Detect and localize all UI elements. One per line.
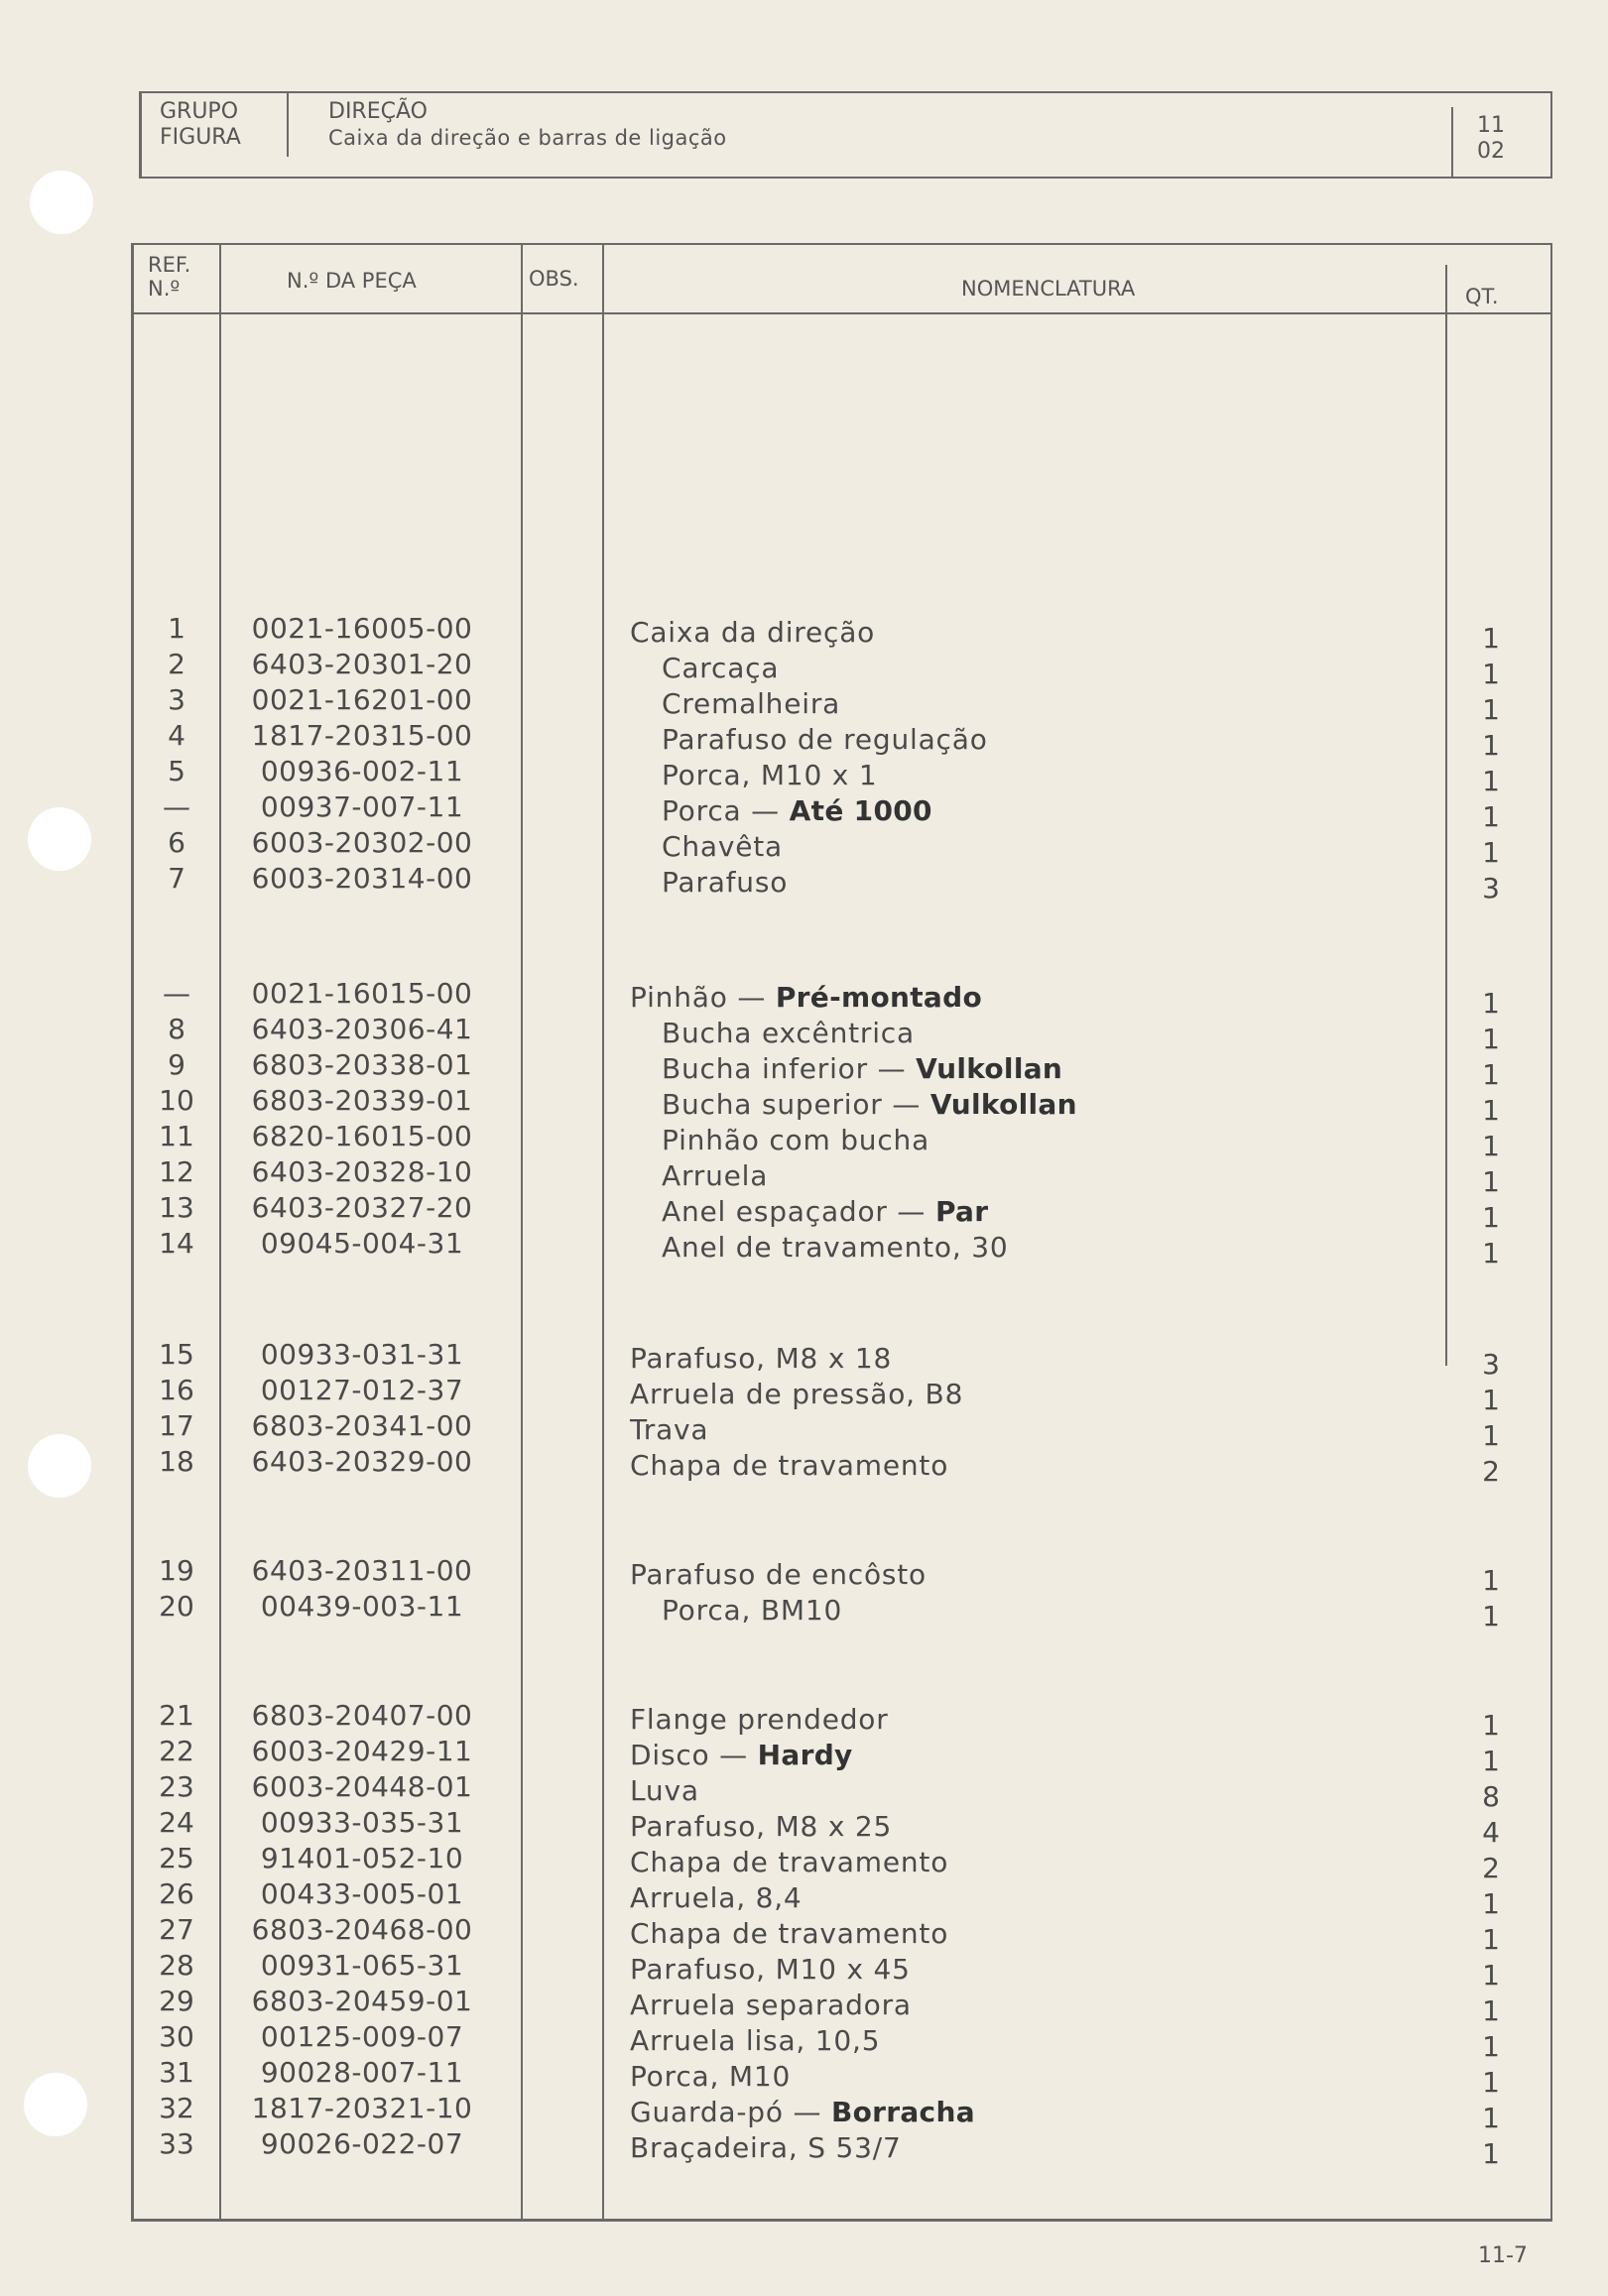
quantity: 1 (1482, 1923, 1500, 1956)
ref-number: 16 (159, 1374, 194, 1406)
nomenclature (630, 616, 875, 649)
page-number: 11-7 (1478, 2243, 1528, 2268)
nomenclature (630, 1846, 948, 1878)
nomenclature-qualifier: Até 1000 (789, 794, 932, 827)
nomenclature-text: Anel espaçador — (662, 1195, 935, 1228)
part-number: 90026-022-07 (260, 2127, 464, 2160)
nomenclature (630, 1881, 803, 1914)
nomenclature-text: Bucha excêntrica (662, 1017, 915, 1049)
nomenclature (630, 1449, 948, 1482)
part-number: 6403-20311-00 (251, 1554, 473, 1587)
nomenclature-text: Trava (630, 1413, 709, 1446)
table-row (134, 977, 1550, 1020)
table-row (134, 1120, 1550, 1162)
part-number: 1817-20321-10 (251, 2092, 473, 2124)
quantity: 1 (1482, 1237, 1500, 1269)
nomenclature-text: Porca — (662, 794, 790, 827)
quantity: 1 (1482, 1023, 1500, 1055)
col-obs-header: OBS. (529, 267, 579, 291)
nomenclature-text: Braçadeira, S 53/7 (630, 2131, 902, 2164)
part-number: 1817-20315-00 (251, 719, 473, 752)
table-row (134, 862, 1550, 905)
ref-number: 27 (159, 1913, 194, 1946)
table-row (134, 826, 1550, 869)
nomenclature (630, 1739, 853, 1771)
nomenclature-text: Chapa de travamento (630, 1449, 949, 1482)
quantity: 1 (1482, 1130, 1500, 1162)
quantity: 1 (1482, 836, 1500, 869)
table-row (134, 1338, 1550, 1381)
group-name: DIREÇÃO (328, 99, 428, 124)
nomenclature (662, 759, 877, 791)
quantity: 1 (1482, 1058, 1500, 1091)
nomenclature-text: Chapa de travamento (630, 1846, 949, 1878)
ref-number: 9 (168, 1048, 186, 1081)
ref-number: 2 (168, 648, 186, 680)
part-number: 6403-20329-00 (251, 1445, 473, 1478)
nomenclature (630, 2096, 975, 2128)
col-ref-header: REF. N.º (148, 253, 191, 301)
nomenclature (662, 1124, 929, 1156)
ref-number: 4 (168, 719, 186, 752)
part-number: 0021-16005-00 (251, 612, 473, 645)
col-nom-header: NOMENCLATURA (961, 277, 1136, 301)
part-number: 00125-009-07 (260, 2020, 464, 2053)
nomenclature-text: Parafuso (662, 866, 789, 899)
table-row (134, 2020, 1550, 2063)
header-rule (134, 312, 1550, 314)
ref-number: 20 (159, 1590, 194, 1623)
table-row (134, 648, 1550, 690)
nomenclature-text: Arruela (662, 1159, 769, 1192)
part-number: 91401-052-10 (260, 1842, 464, 1874)
quantity: 1 (1482, 693, 1500, 726)
part-number: 6003-20448-01 (251, 1770, 473, 1803)
ref-number: 24 (159, 1806, 194, 1839)
figure-number: 02 (1477, 139, 1505, 164)
part-number: 6803-20459-01 (251, 1985, 473, 2017)
part-number: 00936-002-11 (260, 755, 464, 787)
table-row (134, 1735, 1550, 1777)
col-qty-header: QT. (1465, 285, 1499, 308)
quantity: 1 (1482, 1419, 1500, 1452)
ref-number: 28 (159, 1949, 194, 1982)
nomenclature (662, 1017, 915, 1049)
punch-hole (28, 1434, 91, 1498)
nomenclature (630, 1378, 963, 1410)
part-number: 6803-20339-01 (251, 1084, 473, 1117)
part-number: 6803-20468-00 (251, 1913, 473, 1946)
quantity: 1 (1482, 1165, 1500, 1198)
nomenclature-text: Parafuso de encôsto (630, 1558, 927, 1591)
nomenclature-text: Pinhão — (630, 981, 776, 1014)
ref-number: 21 (159, 1699, 194, 1732)
ref-number: 11 (159, 1120, 194, 1152)
figure-name: Caixa da direção e barras de ligação (328, 126, 727, 150)
nomenclature-qualifier: Pré-montado (775, 981, 982, 1014)
ref-number: 8 (168, 1013, 186, 1045)
ref-number: 33 (159, 2127, 194, 2160)
table-row (134, 719, 1550, 762)
nomenclature (630, 1774, 699, 1807)
quantity: 1 (1482, 729, 1500, 762)
table-row (134, 790, 1550, 833)
nomenclature (630, 1342, 892, 1375)
table-row (134, 1048, 1550, 1091)
nomenclature-text: Porca, BM10 (662, 1594, 843, 1627)
nomenclature (630, 1917, 948, 1950)
nomenclature-text: Chavêta (662, 830, 783, 863)
ref-number: 5 (168, 755, 186, 787)
nomenclature-text: Arruela de pressão, B8 (630, 1378, 964, 1410)
table-row (134, 1806, 1550, 1849)
nomenclature (662, 1231, 1008, 1264)
nomenclature-text: Carcaça (662, 652, 780, 684)
table-row (134, 2092, 1550, 2134)
quantity: 1 (1482, 2066, 1500, 2099)
nomenclature-text: Disco — (630, 1739, 758, 1771)
table-row (134, 1842, 1550, 1884)
nomenclature (662, 1594, 842, 1627)
divider (1451, 107, 1453, 177)
nomenclature (630, 1953, 911, 1986)
table-row (134, 1770, 1550, 1813)
ref-number: 19 (159, 1554, 194, 1587)
ref-number: 18 (159, 1445, 194, 1478)
table-row (134, 1590, 1550, 1632)
table-row (134, 683, 1550, 726)
table-row (134, 1409, 1550, 1452)
nomenclature (630, 1703, 889, 1736)
ref-number: 30 (159, 2020, 194, 2053)
table-row (134, 1913, 1550, 1956)
table-row (134, 612, 1550, 655)
punch-hole (30, 171, 93, 234)
nomenclature-qualifier: Vulkollan (929, 1088, 1077, 1121)
nomenclature (662, 723, 988, 756)
nomenclature (630, 2060, 791, 2093)
grupo-label: GRUPO (160, 99, 239, 124)
table-row (134, 1949, 1550, 1992)
nomenclature-text: Pinhão com bucha (662, 1124, 930, 1156)
ref-number: 3 (168, 683, 186, 716)
part-number: 6803-20407-00 (251, 1699, 473, 1732)
ref-number: 22 (159, 1735, 194, 1767)
part-number: 90028-007-11 (260, 2056, 464, 2089)
table-row (134, 1445, 1550, 1488)
ref-number: 29 (159, 1985, 194, 2017)
quantity: 1 (1482, 2137, 1500, 2170)
part-number: 00439-003-11 (260, 1590, 464, 1623)
nomenclature (662, 866, 788, 899)
part-number: 00433-005-01 (260, 1877, 464, 1910)
quantity: 2 (1482, 1455, 1500, 1488)
nomenclature (662, 687, 840, 720)
ref-number: 26 (159, 1877, 194, 1910)
nomenclature-text: Bucha inferior — (662, 1052, 917, 1085)
catalog-header (139, 91, 1552, 179)
quantity: 4 (1482, 1816, 1500, 1849)
ref-number: 13 (159, 1191, 194, 1224)
table-row (134, 1227, 1550, 1269)
nomenclature-text: Parafuso, M8 x 18 (630, 1342, 893, 1375)
part-number: 0021-16201-00 (251, 683, 473, 716)
quantity: 1 (1482, 1201, 1500, 1234)
punch-hole (24, 2073, 87, 2136)
quantity: 1 (1482, 1887, 1500, 1920)
quantity: 1 (1482, 987, 1500, 1020)
parts-table (131, 243, 1552, 2222)
nomenclature (630, 2024, 880, 2057)
quantity: 1 (1482, 2102, 1500, 2134)
quantity: 1 (1482, 622, 1500, 655)
ref-number: — (163, 977, 190, 1010)
part-number: 00933-031-31 (260, 1338, 464, 1371)
quantity: 2 (1482, 1852, 1500, 1884)
table-row (134, 1084, 1550, 1127)
part-number: 6403-20327-20 (251, 1191, 473, 1224)
quantity: 1 (1482, 1745, 1500, 1777)
table-row (134, 2056, 1550, 2099)
nomenclature-text: Porca, M10 x 1 (662, 759, 878, 791)
part-number: 6403-20306-41 (251, 1013, 473, 1045)
table-row (134, 2127, 1550, 2170)
nomenclature (662, 1159, 768, 1192)
ref-number: — (163, 790, 190, 823)
group-number: 11 (1477, 113, 1505, 138)
table-row (134, 1013, 1550, 1055)
part-number: 6803-20338-01 (251, 1048, 473, 1081)
divider (287, 93, 289, 157)
table-row (134, 1554, 1550, 1597)
nomenclature (630, 981, 982, 1014)
ref-number: 23 (159, 1770, 194, 1803)
nomenclature-qualifier: Par (934, 1195, 989, 1228)
table-row (134, 1699, 1550, 1742)
col-part-header: N.º DA PEÇA (287, 269, 417, 293)
nomenclature (662, 794, 932, 827)
quantity: 1 (1482, 2030, 1500, 2063)
quantity: 1 (1482, 1959, 1500, 1992)
header-titles (328, 99, 727, 151)
nomenclature-text: Caixa da direção (630, 616, 876, 649)
quantity: 8 (1482, 1780, 1500, 1813)
part-number: 6003-20429-11 (251, 1735, 473, 1767)
nomenclature-qualifier: Hardy (757, 1739, 853, 1771)
nomenclature-text: Parafuso, M10 x 45 (630, 1953, 911, 1986)
nomenclature-text: Parafuso de regulação (662, 723, 988, 756)
ref-number: 15 (159, 1338, 194, 1371)
nomenclature-text: Flange prendedor (630, 1703, 889, 1736)
nomenclature (630, 1413, 708, 1446)
part-number: 00937-007-11 (260, 790, 464, 823)
table-row (134, 1985, 1550, 2027)
part-number: 00127-012-37 (260, 1374, 464, 1406)
nomenclature (630, 1558, 927, 1591)
quantity: 1 (1482, 1994, 1500, 2027)
nomenclature (630, 1810, 892, 1843)
nomenclature-text: Chapa de travamento (630, 1917, 949, 1950)
nomenclature-text: Arruela, 8,4 (630, 1881, 803, 1914)
ref-number: 12 (159, 1155, 194, 1188)
nomenclature (662, 1195, 988, 1228)
part-number: 6403-20328-10 (251, 1155, 473, 1188)
nomenclature-qualifier: Vulkollan (916, 1052, 1063, 1085)
quantity: 1 (1482, 765, 1500, 797)
ref-number: 6 (168, 826, 186, 859)
part-number: 00931-065-31 (260, 1949, 464, 1982)
quantity: 1 (1482, 800, 1500, 833)
part-number: 6003-20314-00 (251, 862, 473, 895)
table-row (134, 1155, 1550, 1198)
header-labels (160, 99, 241, 151)
nomenclature (662, 1088, 1077, 1121)
quantity: 3 (1482, 872, 1500, 905)
ref-number: 1 (168, 612, 186, 645)
nomenclature-text: Luva (630, 1774, 699, 1807)
nomenclature (662, 1052, 1062, 1085)
nomenclature-text: Guarda-pó — (630, 2096, 831, 2128)
quantity: 3 (1482, 1348, 1500, 1381)
quantity: 1 (1482, 1094, 1500, 1127)
ref-number: 32 (159, 2092, 194, 2124)
part-number: 6003-20302-00 (251, 826, 473, 859)
table-row (134, 1191, 1550, 1234)
punch-hole (28, 807, 91, 871)
ref-number: 10 (159, 1084, 194, 1117)
nomenclature-text: Anel de travamento, 30 (662, 1231, 1009, 1264)
table-row (134, 1374, 1550, 1416)
ref-number: 25 (159, 1842, 194, 1874)
nomenclature (630, 2131, 902, 2164)
nomenclature-text: Porca, M10 (630, 2060, 792, 2093)
part-number: 6820-16015-00 (251, 1120, 473, 1152)
table-row (134, 755, 1550, 797)
part-number: 00933-035-31 (260, 1806, 464, 1839)
ref-number: 17 (159, 1409, 194, 1442)
nomenclature-text: Cremalheira (662, 687, 841, 720)
nomenclature-qualifier: Borracha (830, 2096, 975, 2128)
nomenclature (662, 652, 779, 684)
quantity: 1 (1482, 1709, 1500, 1742)
nomenclature (630, 1989, 912, 2021)
nomenclature-text: Bucha superior — (662, 1088, 930, 1121)
part-number: 6803-20341-00 (251, 1409, 473, 1442)
header-numbers (1477, 113, 1505, 165)
quantity: 1 (1482, 1600, 1500, 1632)
nomenclature-text: Parafuso, M8 x 25 (630, 1810, 893, 1843)
quantity: 1 (1482, 1384, 1500, 1416)
nomenclature-text: Arruela lisa, 10,5 (630, 2024, 881, 2057)
nomenclature-text: Arruela separadora (630, 1989, 912, 2021)
figura-label: FIGURA (160, 125, 241, 150)
ref-number: 14 (159, 1227, 194, 1260)
quantity: 1 (1482, 1564, 1500, 1597)
table-row (134, 1877, 1550, 1920)
ref-number: 7 (168, 862, 186, 895)
part-number: 6403-20301-20 (251, 648, 473, 680)
quantity: 1 (1482, 658, 1500, 690)
part-number: 0021-16015-00 (251, 977, 473, 1010)
nomenclature (662, 830, 783, 863)
ref-number: 31 (159, 2056, 194, 2089)
part-number: 09045-004-31 (260, 1227, 464, 1260)
